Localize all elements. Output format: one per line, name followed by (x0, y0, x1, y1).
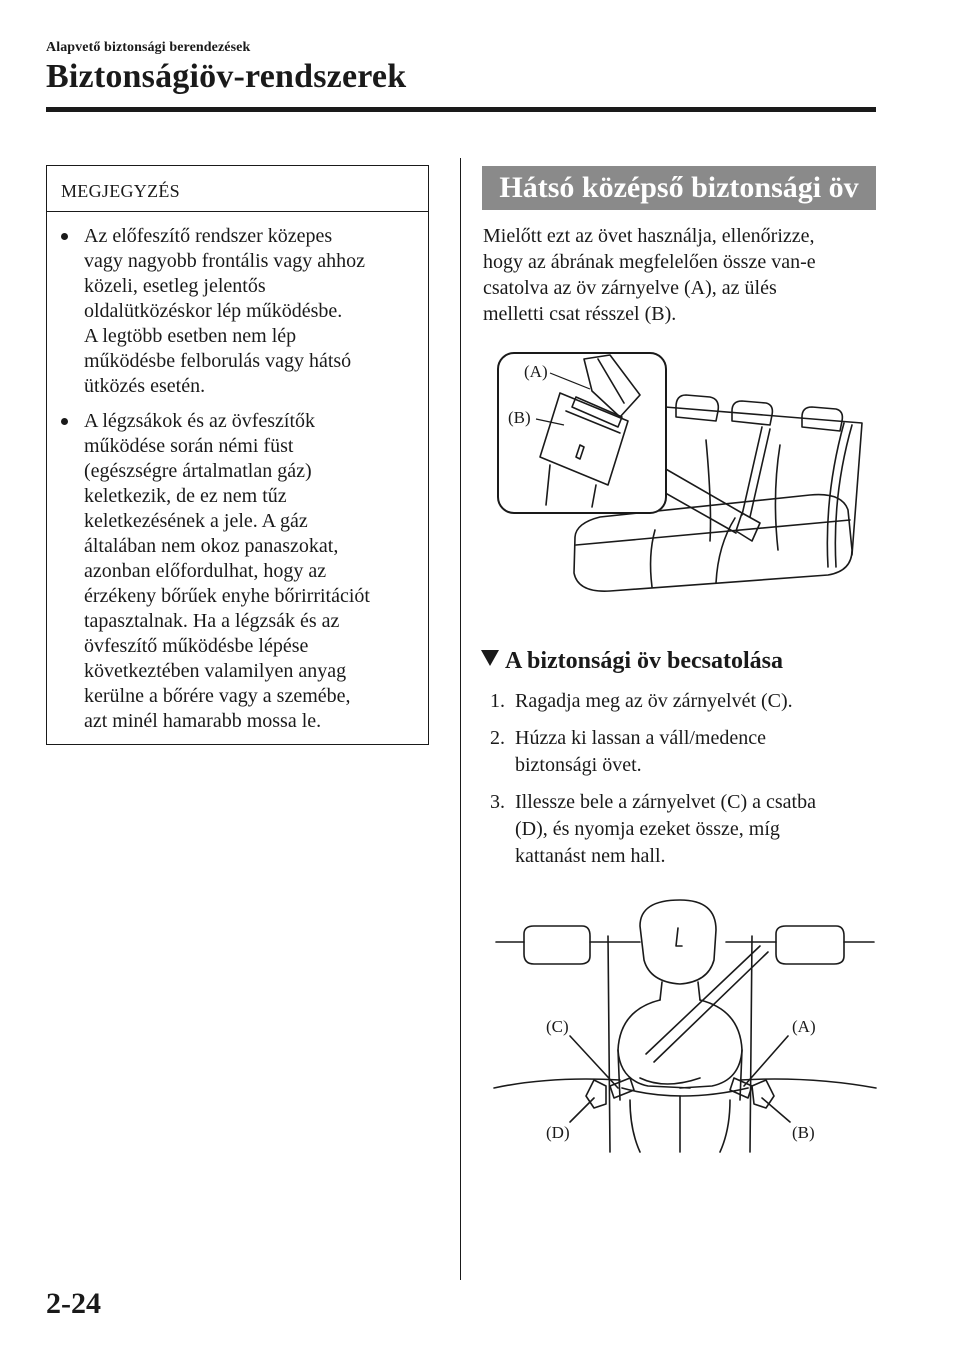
buckling-illustration (490, 890, 880, 1160)
label-d: (D) (546, 1123, 570, 1142)
step-line: biztonsági övet. (515, 754, 642, 776)
note-line: keletkezik, de ez nem tűz (84, 485, 287, 507)
page-number: 2-24 (46, 1287, 101, 1320)
label-b: (B) (792, 1123, 815, 1142)
step-number: 2. (490, 727, 505, 749)
note-line: vagy nagyobb frontális vagy ahhoz (84, 250, 366, 272)
intro-line: csatolva az öv zárnyelve (A), az ülés (483, 277, 777, 299)
intro-line: hogy az ábrának megfelelően össze van-e (483, 251, 816, 273)
note-list (61, 218, 421, 734)
note-box (46, 165, 429, 745)
note-line: Az előfeszítő rendszer közepes (84, 225, 333, 247)
subsection-heading (481, 648, 783, 675)
note-line: általában nem okoz panaszokat, (84, 535, 339, 557)
step-line: (D), és nyomja ezeket össze, míg (515, 818, 780, 840)
note-line: tapasztalnak. Ha a légzsák és az (84, 610, 340, 632)
note-item (61, 224, 421, 399)
note-line: kerülne a bőrére vagy a szemébe, (84, 685, 351, 707)
label-a: (A) (792, 1017, 816, 1036)
note-line: azt minél hamarabb mossa le. (84, 710, 322, 732)
note-line: működése során némi füst (84, 435, 294, 457)
note-title: MEGJEGYZÉS (61, 181, 180, 201)
column-divider (460, 158, 461, 1280)
intro-line: Mielőtt ezt az övet használja, ellenőrizze, (483, 225, 815, 247)
step-item (490, 688, 885, 715)
step-line: Húzza ki lassan a váll/medence (515, 727, 766, 749)
note-line: közeli, esetleg jelentős (84, 275, 266, 297)
note-line: A légzsákok és az övfeszítők (84, 410, 316, 432)
page-title: Biztonságiöv-rendszerek (46, 58, 407, 95)
label-b: (B) (508, 408, 531, 427)
title-rule (46, 107, 876, 112)
note-separator (47, 211, 428, 212)
rear-seat-belt-illustration (480, 345, 880, 595)
steps-list (490, 688, 885, 880)
step-item (490, 725, 885, 779)
note-line: övfeszítő működésbe lépése (84, 635, 309, 657)
note-line: azonban előfordulhat, hogy az (84, 560, 327, 582)
step-line: kattanást nem hall. (515, 845, 666, 867)
note-line: A legtöbb esetben nem lép (84, 325, 297, 347)
note-line: működésbe felborulás vagy hátsó (84, 350, 352, 372)
step-number: 3. (490, 791, 505, 813)
section-heading: Hátsó középső biztonsági öv (482, 166, 876, 210)
note-line: érzékeny bőrűek enyhe bőrirritációt (84, 585, 370, 607)
note-line: (egészségre ártalmatlan gáz) (84, 460, 312, 482)
triangle-marker-icon (481, 650, 499, 666)
step-line: Ragadja meg az öv zárnyelvét (C). (515, 690, 793, 712)
section-label: Alapvető biztonsági berendezések (46, 40, 251, 55)
label-c: (C) (546, 1017, 569, 1036)
note-line: következtében valamilyen anyag (84, 660, 347, 682)
note-item (61, 409, 421, 734)
label-a: (A) (524, 362, 548, 381)
step-number: 1. (490, 690, 505, 712)
note-line: oldalütközéskor lép működésbe. (84, 300, 343, 322)
bullet-icon (61, 418, 68, 425)
subsection-heading-text: A biztonsági öv becsatolása (505, 648, 784, 674)
intro-paragraph (483, 223, 883, 327)
step-line: Illessze bele a zárnyelvet (C) a csatba (515, 791, 816, 813)
step-item (490, 789, 885, 870)
note-line: keletkezésének a jele. A gáz (84, 510, 308, 532)
note-line: ütközés esetén. (84, 375, 206, 397)
bullet-icon (61, 233, 68, 240)
intro-line: melletti csat résszel (B). (483, 303, 677, 325)
